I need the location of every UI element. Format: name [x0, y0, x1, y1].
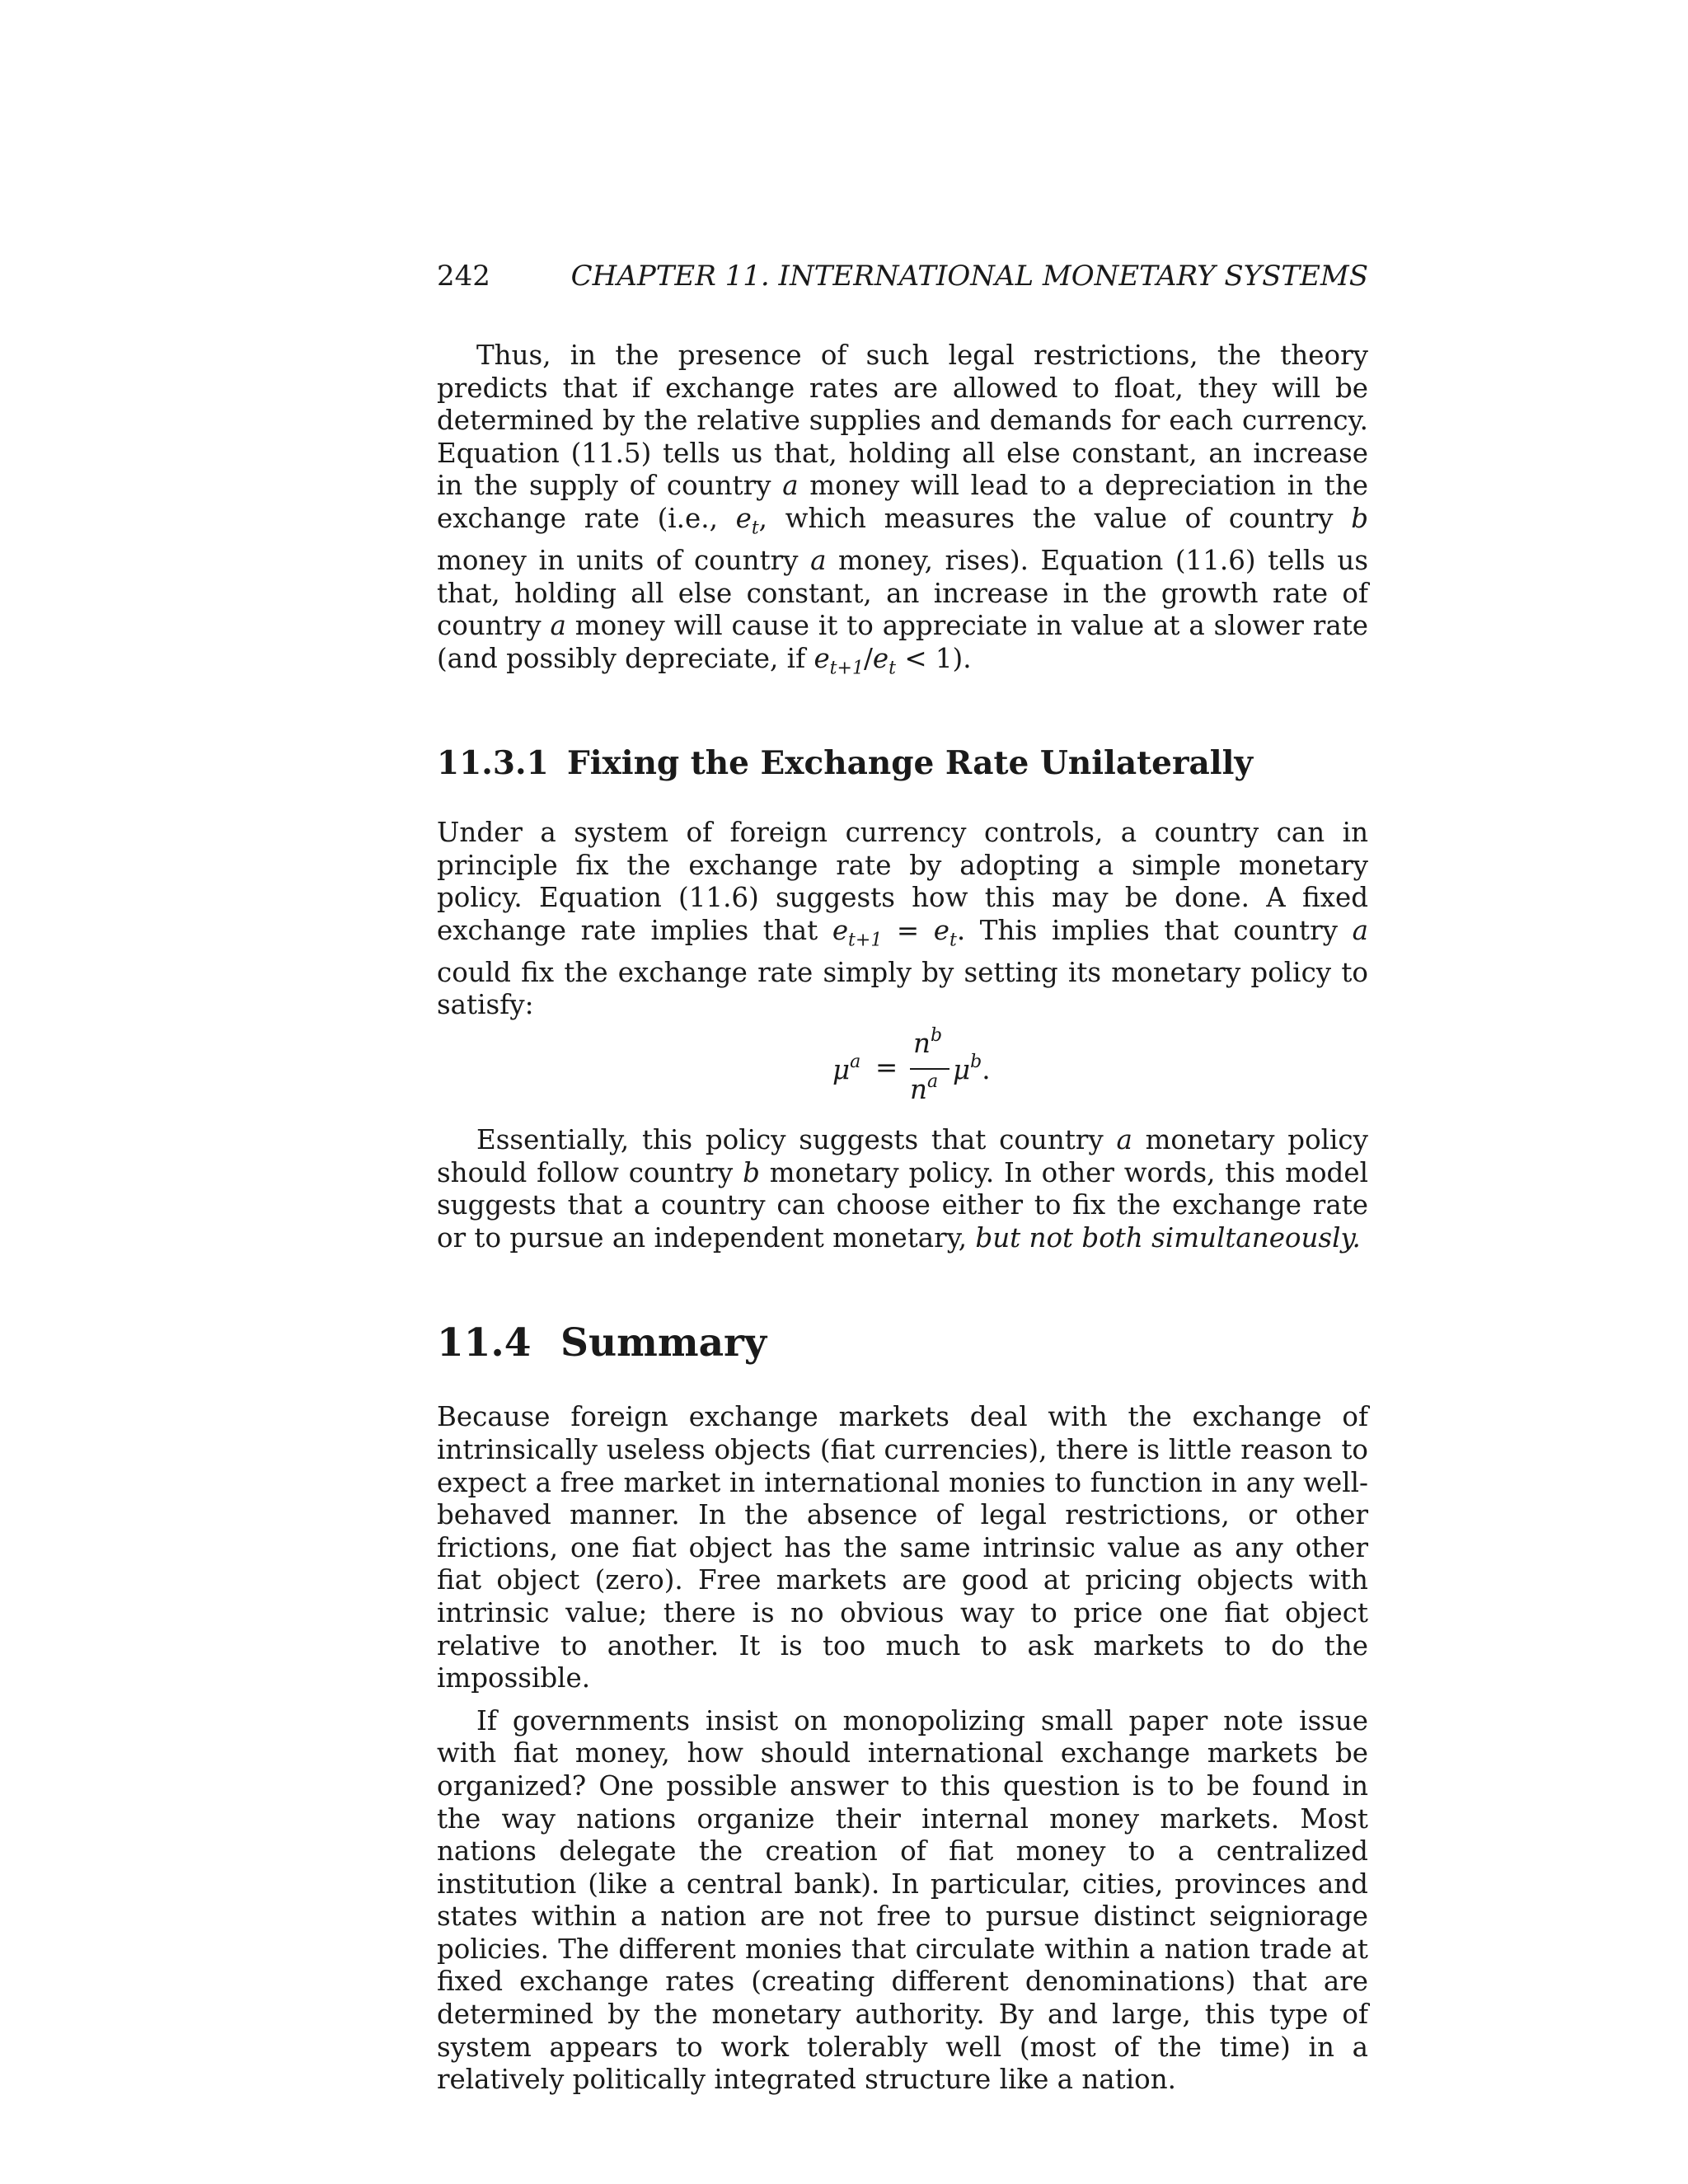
fraction-bar — [910, 1068, 950, 1070]
equation-numerator: $n^b$ — [913, 1025, 943, 1059]
running-header — [437, 255, 1368, 297]
paragraph-fixed-rate: Under a system of foreign currency controls, a country can in principle fix the exchange rate by adopting a simple monetary policy. Equation (11.6) suggests how this may be done. A fixed exchange rate implies that $e_{t+1} = e_t$. This implies that country a could fix the exchange rate simply by setting its monetary policy to satisfy: — [437, 816, 1368, 1021]
page-number: 242 — [437, 260, 490, 293]
emphasis-text: but not both simultaneously. — [975, 1221, 1361, 1254]
subsection-title: Fixing the Exchange Rate Unilaterally — [567, 743, 1254, 782]
section-heading — [437, 1319, 1368, 1368]
equation-rhs: $\mu^b$. — [953, 1052, 991, 1085]
paragraph-summary-2: If governments insist on monopolizing small paper note issue with fiat money, how should international exchange markets be organized? One possible answer to this question is to be found in the way nations organize their internal money markets. Most nations delegate the creation of fiat money to a centralized institution (like a central bank). In particular, cities, provinces and states within a nation are not free to pursue distinct seigniorage policies. The different monies that circulate within a nation trade at fixed exchange rates (creating different denominations) that are determined by the monetary authority. By and large, this type of system appears to work tolerably well (most of the time) in a relatively politically integrated structure like a nation. — [437, 1704, 1368, 2096]
chapter-title: CHAPTER 11. INTERNATIONAL MONETARY SYSTEMS — [570, 260, 1368, 293]
equation-denominator: $n^a$ — [910, 1071, 939, 1105]
document-page — [437, 255, 1368, 2097]
subsection-number: 11.3.1 — [437, 743, 549, 782]
equation-monetary-policy — [437, 1022, 1368, 1113]
subsection-heading — [437, 743, 1368, 784]
equation-lhs: $\mu^a$ — [832, 1052, 861, 1085]
equation-equals: = — [875, 1052, 898, 1083]
section-number: 11.4 — [437, 1320, 532, 1366]
paragraph-policy-implication: Essentially, this policy suggests that country a monetary policy should follow country b monetary policy. In other words, this model suggests that a country can choose either to fix the exchange rate or to pursue an independent monetary, but not both simultaneously. — [437, 1124, 1368, 1254]
section-title: Summary — [560, 1320, 767, 1366]
paragraph-float-theory: Thus, in the presence of such legal restrictions, the theory predicts that if exchange rates are allowed to float, they will be determined by the relative supplies and demands for each currency. Equation (11.5) tells us that, holding all else constant, an increase in the supply of country a money will lead to a depreciation in the exchange rate (i.e., $e_t$, which measures the value of country b money in units of country a money, rises). Equation (11.6) tells us that, holding all else constant, an increase in the growth rate of country a money will cause it to appreciate in value at a slower rate (and possibly depreciate, if $e_{t+1}/e_t < 1$). — [437, 340, 1368, 679]
paragraph-summary-1: Because foreign exchange markets deal with the exchange of intrinsically useless objects (fiat currencies), there is little reason to expect a free market in international monies to function in any well-behaved manner. In the absence of legal restrictions, or other frictions, one fiat object has the same intrinsic value as any other fiat object (zero). Free markets are good at pricing objects with intrinsic value; there is no obvious way to price one fiat object relative to another. It is too much to ask markets to do the impossible. — [437, 1401, 1368, 1694]
